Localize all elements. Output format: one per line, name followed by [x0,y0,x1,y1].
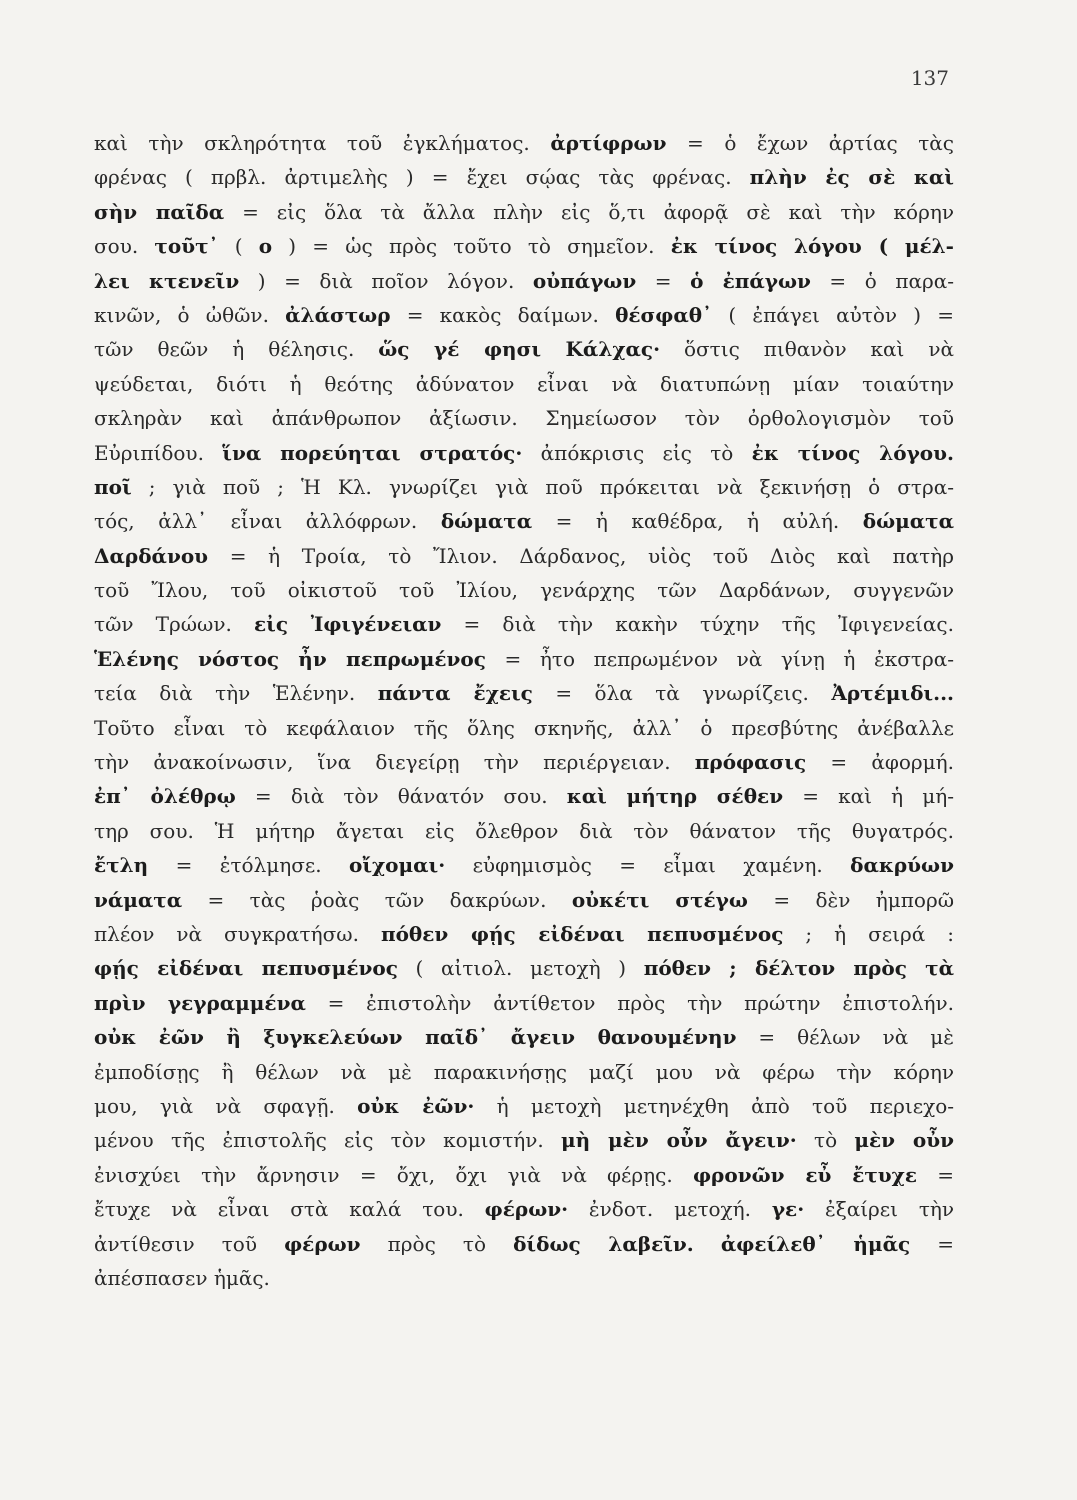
text-segment: = θέλων νὰ μὲ [736,1025,954,1050]
text-segment: = τὰς ῥοὰς τῶν δακρύων. [182,887,572,912]
body-text [94,126,954,1295]
text-segment: ) = ὡς πρὸς τοῦτο τὸ σημεῖον. [272,234,671,259]
text-segment: ἐμποδίσῃς ἢ θέλων νὰ μὲ παρακινήσῃς μαζί μου νὰ φέρω τὴν κόρην [94,1059,954,1084]
text-line [94,1123,954,1157]
bold-term: οὐκ ἐῶν ἢ ξυγκελεύων παῖδ᾽ ἄγειν θανουμένην [94,1025,737,1050]
bold-term: ἔτλη [94,853,149,878]
text-segment: τηρ σου. Ἡ μήτηρ ἄγεται εἰς ὄλεθρον διὰ τὸν θάνατον τῆς θυγατρός. [94,818,954,843]
text-segment: ἀντίθεσιν τοῦ [94,1231,285,1256]
bold-term: τοῦτ᾽ [154,234,219,259]
text-line [94,1020,954,1054]
text-segment [694,1232,721,1256]
text-line [94,642,954,676]
text-segment: ἔτυχε νὰ εἶναι στὰ καλά του. [94,1197,485,1222]
bold-term: ἐκ τίνος λόγου ( μέλ- [670,234,954,259]
text-segment: τὴν ἀνακοίνωσιν, ἵνα διεγείρῃ τὴν περιέργειαν. [94,750,695,775]
bold-term: ἀλάστωρ [285,302,391,327]
bold-term: οὐκ ἐῶν· [357,1093,475,1118]
bold-term: πλὴν ἐς σὲ καὶ [749,165,954,190]
text-segment: ἐνισχύει τὴν ἄρνησιν = ὄχι, ὄχι γιὰ νὰ φέρῃς. [94,1162,693,1187]
text-segment: = ὅλα τὰ γνωρίζεις. [532,681,832,706]
text-line [94,195,954,229]
text-line [94,264,954,298]
text-segment: ἡ μετοχὴ μετηνέχθη ἀπὸ τοῦ περιεχο- [474,1093,954,1118]
text-segment: = εἰς ὅλα τὰ ἄλλα πλὴν εἰς ὅ,τι ἀφορᾷ σὲ καὶ τὴν κόρην [224,199,954,224]
bold-term: ὁ ἐπάγων [690,268,811,293]
bold-term: οὐπάγων [532,268,637,293]
text-segment: Τοῦτο εἶναι τὸ κεφάλαιον τῆς ὅλης σκηνῆς, ἀλλ᾽ ὁ πρεσβύτης ἀνέβαλλε [94,715,954,740]
bold-term: ποῖ [94,474,132,499]
bold-term: γε· [771,1197,805,1222]
bold-term: φέρων· [484,1197,569,1222]
text-line [94,332,954,366]
bold-term: ἀρτίφρων [550,131,667,155]
text-segment: = ὁ παρα- [810,268,954,293]
bold-term: φῄς εἰδέναι πεπυσμένος [94,956,398,981]
text-segment: = διὰ τὸν θάνατόν σου. [235,784,567,809]
bold-term: λει κτενεῖν [94,268,240,293]
text-segment: = καὶ ἡ μή- [783,784,954,809]
bold-term: πάντα ἔχεις [377,681,533,706]
bold-term: νάματα [94,887,183,912]
text-segment: ( [218,234,259,259]
text-line [94,607,954,641]
text-line [94,1158,954,1192]
text-segment: = ἡ καθέδρα, ἡ αὐλή. [532,509,863,534]
text-segment: = [636,268,691,293]
bold-term: ἐπ᾽ ὀλέθρῳ [94,784,236,809]
bold-term: δίδως λαβεῖν. [513,1231,694,1256]
text-segment: ἐξαίρει τὴν [804,1197,954,1222]
bold-term: θέσφαθ᾽ [615,302,713,327]
text-segment: σου. [94,234,155,259]
text-line [94,1261,954,1295]
text-line [94,298,954,332]
bold-term: μὴ μὲν οὖν ἄγειν· [561,1128,797,1153]
text-segment: ὅστις πιθανὸν καὶ νὰ [660,337,954,362]
text-line [94,470,954,504]
text-segment: καὶ τὴν σκληρότητα τοῦ ἐγκλήματος. [94,131,551,155]
text-segment: Εὐριπίδου. [94,440,223,465]
bold-term: οὐκέτι στέγω [571,887,748,912]
text-segment: = ἐτόλμησε. [148,853,349,878]
text-segment: = ὁ ἔχων ἀρτίας τὰς [666,131,954,155]
text-line [94,676,954,710]
bold-term: πόθεν φῄς εἰδέναι πεπυσμένος [380,921,784,946]
text-line [94,367,954,401]
bold-term: ἐκ τίνος λόγου. [751,440,954,465]
text-segment: = ἀφορμή. [806,750,954,775]
text-line [94,848,954,882]
text-segment: ἀπόκρισις εἰς τὸ [522,440,752,465]
text-line [94,126,954,160]
text-line [94,779,954,813]
text-line [94,1192,954,1226]
text-line [94,1089,954,1123]
bold-term: πρὶν γεγραμμένα [94,990,306,1015]
text-segment: = κακὸς δαίμων. [390,302,616,327]
page-number: 137 [910,66,949,90]
bold-term: πόθεν ; δέλτον πρὸς τὰ [643,956,954,981]
bold-term: δώματα [862,509,954,534]
text-segment: τῶν θεῶν ἡ θέλησις. [94,337,379,362]
text-segment: κινῶν, ὁ ὠθῶν. [94,302,286,327]
text-segment: = [917,1162,954,1187]
text-line [94,1055,954,1089]
text-segment: εὐφημισμὸς = εἶμαι χαμένη. [445,853,851,878]
text-line [94,814,954,848]
bold-term: ἀφείλεθ᾽ ἡμᾶς [720,1231,911,1256]
text-segment: ψεύδεται, διότι ἡ θεότης ἀδύνατον εἶναι νὰ διατυπώνῃ μίαν τοιαύτην [94,371,954,396]
bold-term: ὥς γέ φησι Κάλχας· [378,337,661,362]
bold-term: καὶ μήτηρ σέθεν [566,784,784,809]
text-segment: τὸ [796,1128,855,1153]
text-line [94,986,954,1020]
bold-term: σὴν παῖδα [94,199,225,224]
text-line [94,951,954,985]
text-segment: ) = διὰ ποῖον λόγον. [239,268,533,293]
text-segment: ; γιὰ ποῦ ; Ἡ Κλ. γνωρίζει γιὰ ποῦ πρόκειται νὰ ξεκινήσῃ ὁ στρα- [131,474,954,499]
text-segment: ( αἰτιολ. μετοχὴ ) [397,956,644,981]
bold-term: δώματα [440,509,533,534]
text-segment: τεία διὰ τὴν Ἑλένην. [94,681,378,706]
bold-term: μὲν οὖν [854,1128,954,1153]
text-line [94,436,954,470]
text-line [94,573,954,607]
text-line [94,745,954,779]
text-segment: = διὰ τὴν κακὴν τύχην τῆς Ἰφιγενείας. [441,612,954,637]
text-line [94,401,954,435]
text-segment: πλέον νὰ συγκρατήσω. [94,921,381,946]
text-line [94,539,954,573]
bold-term: ἵνα πορεύηται στρατός· [222,440,523,465]
text-segment: σκληρὰν καὶ ἀπάνθρωπον ἀξίωσιν. Σημείωσον τὸν ὀρθολογισμὸν τοῦ [94,406,954,431]
text-segment: = ἡ Τροία, τὸ Ἴλιον. Δάρδανος, υἱὸς τοῦ Διὸς καὶ πατὴρ [208,543,954,568]
bold-term: φέρων [284,1231,361,1256]
text-segment: τῶν Τρώων. [94,612,254,637]
text-segment: ἐνδοτ. μετοχή. [568,1197,772,1222]
text-line [94,917,954,951]
text-segment: = δὲν ἠμπορῶ [747,887,954,912]
text-segment: ( ἐπάγει αὐτὸν ) = [712,302,954,327]
text-segment: = [910,1231,954,1256]
text-segment: τοῦ Ἴλου, τοῦ οἰκιστοῦ τοῦ Ἰλίου, γενάρχης τῶν Δαρδάνων, συγγενῶν [94,578,954,603]
text-segment: τός, ἀλλ᾽ εἶναι ἀλλόφρων. [94,509,441,534]
text-segment: πρὸς τὸ [360,1231,514,1256]
bold-term: Ἀρτέμιδι... [831,681,954,706]
text-line [94,160,954,194]
text-segment: ; ἡ σειρά : [783,921,954,946]
text-line [94,711,954,745]
text-line [94,883,954,917]
text-segment: ἀπέσπασεν ἡμᾶς. [94,1265,270,1290]
text-line [94,1227,954,1261]
bold-term: ο [258,234,273,259]
bold-term: Ἑλένης νόστος ἦν πεπρωμένος [94,646,486,671]
bold-term: πρόφασις [694,750,807,775]
bold-term: φρονῶν εὖ ἔτυχε [692,1162,917,1187]
bold-term: εἰς Ἰφιγένειαν [254,612,442,637]
text-segment: = ἐπιστολὴν ἀντίθετον πρὸς τὴν πρώτην ἐπιστολήν. [305,990,954,1015]
text-segment: φρένας ( πρβλ. ἀρτιμελὴς ) = ἔχει σῴας τὰς φρένας. [94,165,750,190]
text-line [94,229,954,263]
text-segment: μου, γιὰ νὰ σφαγῇ. [94,1093,358,1118]
text-segment: μένου τῆς ἐπιστολῆς εἰς τὸν κομιστήν. [94,1128,562,1153]
bold-term: δακρύων [850,853,954,878]
bold-term: οἴχομαι· [348,853,446,878]
bold-term: Δαρδάνου [94,543,209,568]
text-line [94,504,954,538]
text-segment: = ἦτο πεπρωμένον νὰ γίνῃ ἡ ἐκστρα- [485,646,954,671]
